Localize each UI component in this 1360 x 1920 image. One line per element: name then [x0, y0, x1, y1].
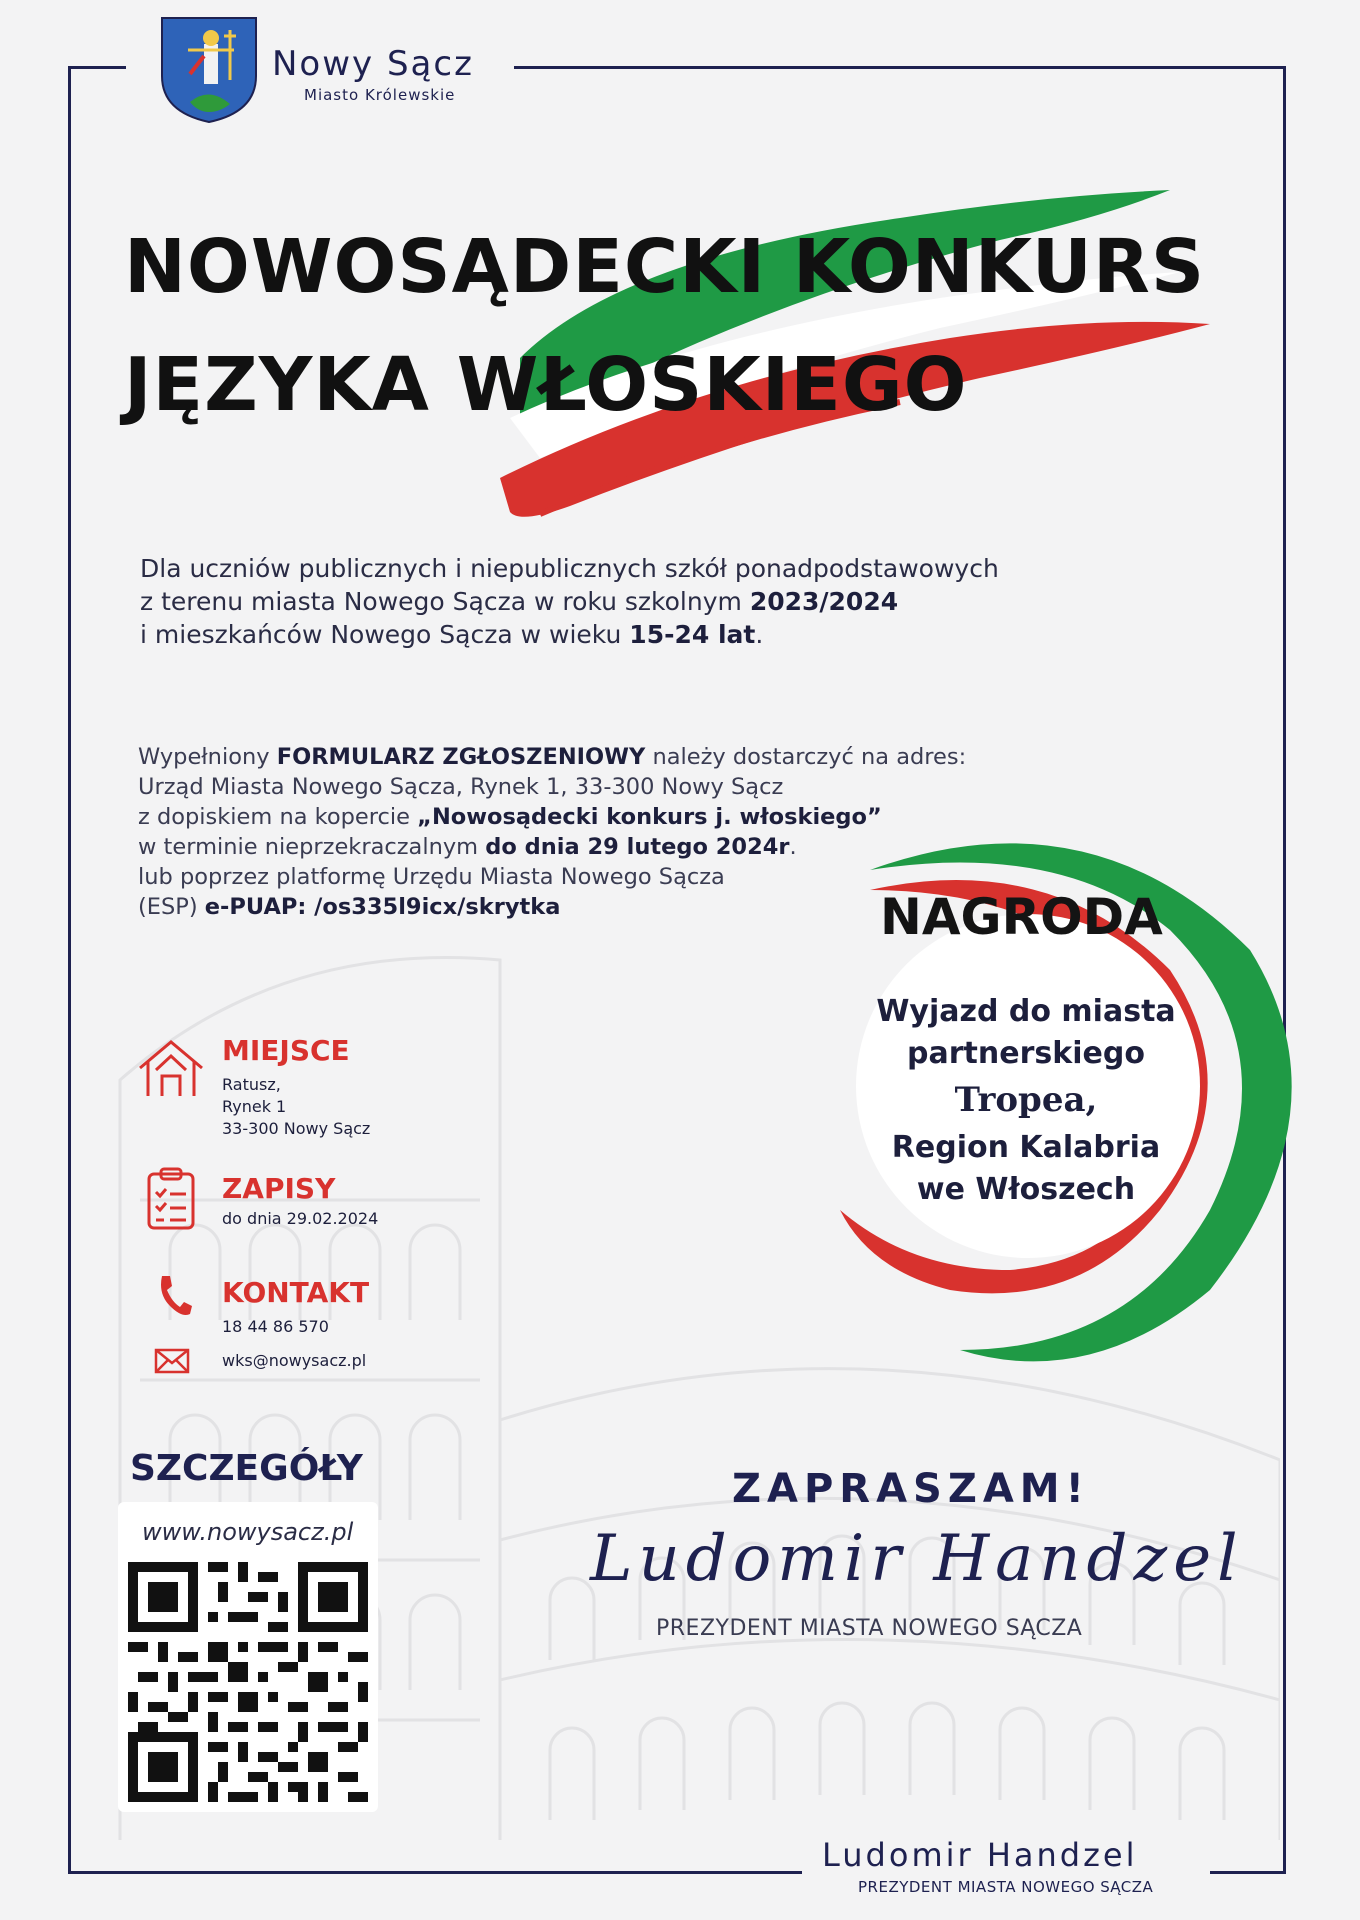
envelope-icon [154, 1348, 190, 1374]
prize-city: Tropea, [954, 1080, 1098, 1120]
eligibility-text [140, 552, 1080, 651]
contact-phone: 18 44 86 570 [222, 1317, 329, 1336]
contact-title: KONTAKT [222, 1276, 370, 1309]
registration-deadline: do dnia 29.02.2024 [222, 1209, 379, 1228]
footer-name: Ludomir Handzel [822, 1836, 1138, 1874]
prize-line: Region Kalabria [891, 1130, 1161, 1165]
prize-line: we Włoszech [916, 1172, 1136, 1207]
website-link[interactable]: www.nowysacz.pl [142, 1518, 354, 1546]
eligibility-line: i mieszkańców Nowego Sącza w wieku 15-24 lat. [140, 620, 764, 649]
clipboard-icon [146, 1166, 196, 1230]
title-line-1: NOWOSĄDECKI KONKURS [124, 224, 1206, 310]
house-icon [136, 1038, 206, 1098]
qr-code-icon[interactable] [128, 1562, 368, 1802]
city-name: Nowy Sącz [272, 44, 474, 84]
registration-title: ZAPISY [222, 1172, 336, 1205]
prize-line: partnerskiego [907, 1036, 1145, 1071]
contact-email[interactable]: wks@nowysacz.pl [222, 1351, 367, 1370]
venue-address: Ratusz, Rynek 1 33-300 Nowy Sącz [222, 1075, 371, 1138]
coat-of-arms-icon [160, 16, 258, 124]
signatory-position: PREZYDENT MIASTA NOWEGO SĄCZA [656, 1616, 1083, 1641]
title-line-2: JĘZYKA WŁOSKIEGO [124, 342, 968, 428]
details-heading: SZCZEGÓŁY [130, 1448, 363, 1489]
submission-instructions: Wypełniony FORMULARZ ZGŁOSZENIOWY należy dostarczyć na adres: Urząd Miasta Nowego Sącza, Rynek 1, 33-300 Nowy Sącz z dopiskiem na kopercie „Nowosądecki konkurs j. włoskiego” w terminie nieprzekraczalnym do dnia 29 lutego 2024r. lub poprzez platformę Urzędu Miasta Nowego Sącza (ESP) e-PUAP: /os335l9icx/skrytka [138, 744, 967, 920]
invitation-text: ZAPRASZAM! [732, 1466, 1090, 1512]
prize-heading: NAGRODA [880, 888, 1163, 946]
signature: Ludomir Handzel [590, 1522, 1244, 1596]
eligibility-line: z terenu miasta Nowego Sącza w roku szkolnym 2023/2024 [140, 587, 899, 616]
phone-icon [156, 1274, 192, 1316]
footer-position: PREZYDENT MIASTA NOWEGO SĄCZA [858, 1878, 1154, 1896]
venue-title: MIEJSCE [222, 1034, 350, 1067]
eligibility-line: Dla uczniów publicznych i niepublicznych szkół ponadpodstawowych [140, 554, 999, 583]
prize-line: Wyjazd do miasta [876, 994, 1176, 1029]
city-subtitle: Miasto Królewskie [304, 86, 456, 104]
